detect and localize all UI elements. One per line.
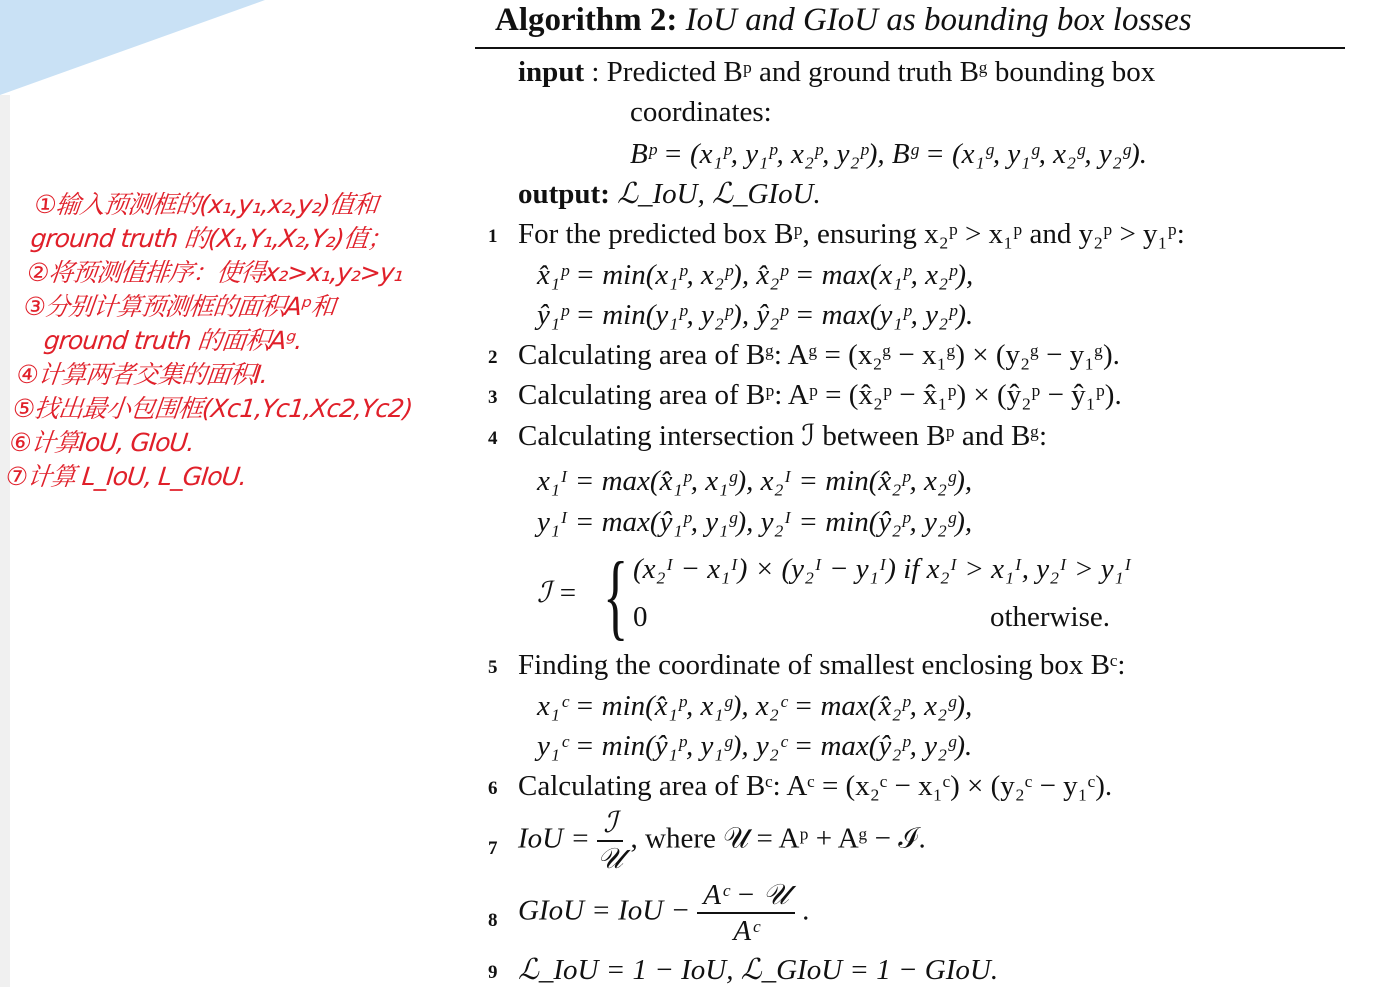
step-4-eq-1: x₁ᴵ = max(x̂₁ᵖ, x₁ᵍ), x₂ᴵ = min(x̂₂ᵖ, x₂ᵍ), — [537, 465, 973, 497]
step-7-rhs: , where 𝒰 = Aᵖ + Aᵍ − ℐ. — [630, 822, 926, 855]
step-5-eq-1: x₁ᶜ = min(x̂₁ᵖ, x₁ᵍ), x₂ᶜ = max(x̂₂ᵖ, x₂ᵍ), — [537, 690, 973, 722]
input-label: input — [518, 56, 585, 88]
step-4-case-2-value: 0 — [633, 601, 648, 633]
step-8-period: . — [802, 894, 810, 927]
note-line-6: ④计算两者交集的面积I. — [14, 360, 269, 389]
step-4-I-equals: ℐ = — [537, 577, 578, 609]
title-rule — [475, 47, 1345, 49]
step-7-denominator: 𝒰 — [597, 843, 624, 875]
line-number-5: 5 — [488, 657, 498, 678]
output-label: output: — [518, 178, 610, 210]
handwritten-notes — [4, 188, 496, 494]
step-7-numerator: ℐ — [597, 806, 623, 842]
line-number-9: 9 — [488, 962, 498, 983]
note-line-3: ②将预测值排序：使得x₂>x₁,y₂>y₁ — [25, 258, 405, 287]
input-formula: Bᵖ = (x₁ᵖ, y₁ᵖ, x₂ᵖ, y₂ᵖ), Bᵍ = (x₁ᵍ, y₁ᵍ, x₂ᵍ, y₂ᵍ). — [630, 138, 1147, 170]
step-1-eq-2: ŷ₁ᵖ = min(y₁ᵖ, y₂ᵖ), ŷ₂ᵖ = max(y₁ᵖ, y₂ᵖ). — [537, 299, 974, 331]
algorithm-caption: IoU and GIoU as bounding box losses — [685, 2, 1192, 38]
step-3-text: Calculating area of Bᵖ: Aᵖ = (x̂₂ᵖ − x̂₁ᵖ) × (ŷ₂ᵖ − ŷ₁ᵖ). — [518, 379, 1122, 411]
step-8-formula — [518, 878, 809, 948]
algorithm-title — [495, 2, 1192, 39]
algorithm-number: Algorithm 2: — [495, 2, 678, 38]
line-number-3: 3 — [488, 387, 498, 408]
input-row — [518, 54, 1155, 90]
note-line-5: ground truth 的面积Aᵍ. — [42, 326, 304, 355]
step-8-numerator: Aᶜ − 𝒰 — [697, 878, 795, 914]
step-4-case-1: (x₂ᴵ − x₁ᴵ) × (y₂ᴵ − y₁ᴵ) if x₂ᴵ > x₁ᴵ, y₂ᴵ > y₁ᴵ — [633, 553, 1132, 585]
step-7-formula — [518, 806, 926, 876]
input-text-1: : Predicted Bᵖ and ground truth Bᵍ bounding box — [591, 56, 1156, 88]
corner-decoration — [0, 0, 265, 95]
line-number-6: 6 — [488, 778, 498, 799]
line-number-8: 8 — [488, 910, 498, 931]
step-5-eq-2: y₁ᶜ = min(ŷ₁ᵖ, y₁ᵍ), y₂ᶜ = max(ŷ₂ᵖ, y₂ᵍ). — [537, 730, 973, 762]
line-number-1: 1 — [488, 226, 498, 247]
note-line-7: ⑤找出最小包围框(Xc1,Yc1,Xc2,Yc2) — [11, 394, 414, 423]
step-4-text: Calculating intersection ℐ between Bᵖ and Bᵍ: — [518, 420, 1048, 452]
step-2-text: Calculating area of Bᵍ: Aᵍ = (x₂ᵍ − x₁ᵍ) × (y₂ᵍ − y₁ᵍ). — [518, 339, 1120, 371]
step-4-case-2-label: otherwise. — [990, 601, 1110, 633]
output-row — [518, 176, 821, 212]
step-8-lhs: GIoU = IoU − — [518, 894, 691, 927]
note-line-9: ⑦计算 L_IoU, L_GIoU. — [4, 462, 248, 491]
step-1-text: For the predicted box Bᵖ, ensuring x₂ᵖ > x₁ᵖ and y₂ᵖ > y₁ᵖ: — [518, 218, 1185, 250]
note-line-1: ①输入预测框的(x₁,y₁,x₂,y₂)值和 — [32, 190, 379, 219]
note-line-4: ③分别计算预测框的面积Aᵖ和 — [22, 292, 337, 321]
step-7-lhs: IoU = — [518, 822, 590, 855]
note-line-8: ⑥计算IoU, GIoU. — [7, 428, 196, 457]
line-number-4: 4 — [488, 428, 498, 449]
step-8-fraction — [697, 878, 795, 948]
step-6-text: Calculating area of Bᶜ: Aᶜ = (x₂ᶜ − x₁ᶜ) × (y₂ᶜ − y₁ᶜ). — [518, 770, 1113, 802]
step-1-eq-1: x̂₁ᵖ = min(x₁ᵖ, x₂ᵖ), x̂₂ᵖ = max(x₁ᵖ, x₂ᵖ), — [537, 259, 974, 291]
step-4-eq-2: y₁ᴵ = max(ŷ₁ᵖ, y₁ᵍ), y₂ᴵ = min(ŷ₂ᵖ, y₂ᵍ), — [537, 506, 973, 538]
input-text-2: coordinates: — [630, 96, 772, 128]
left-edge-strip — [0, 95, 10, 987]
step-7-fraction — [597, 806, 623, 876]
case-brace: { — [603, 542, 629, 649]
step-5-text: Finding the coordinate of smallest enclosing box Bᶜ: — [518, 649, 1126, 681]
note-line-2: ground truth 的(X₁,Y₁,X₂,Y₂)值； — [29, 224, 394, 253]
step-9-text: ℒ_IoU = 1 − IoU, ℒ_GIoU = 1 − GIoU. — [518, 954, 999, 986]
output-text: ℒ_IoU, ℒ_GIoU. — [617, 178, 821, 210]
step-8-denominator: Aᶜ — [733, 915, 759, 947]
line-number-2: 2 — [488, 347, 498, 368]
line-number-7: 7 — [488, 838, 498, 859]
algorithm-block — [475, 0, 1345, 987]
